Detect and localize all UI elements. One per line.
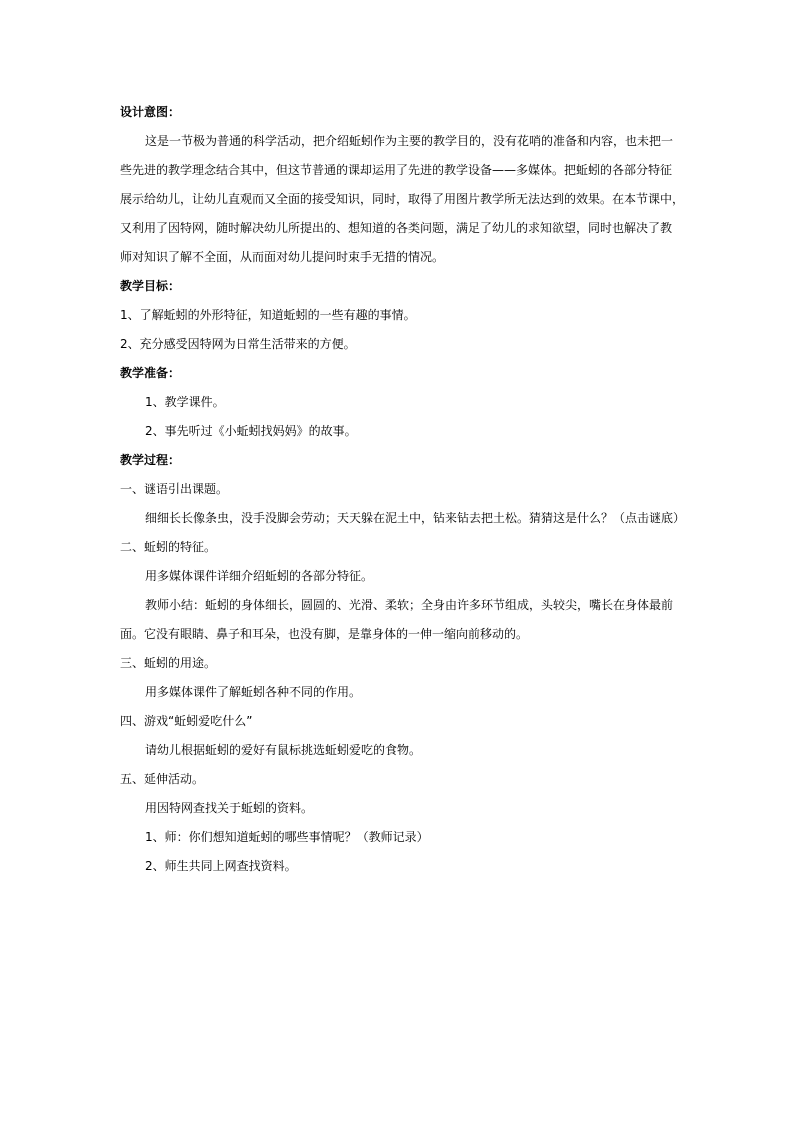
process-section-title: 五、延伸活动。 <box>120 772 205 786</box>
process-heading: 教学过程： <box>120 453 181 467</box>
process-section-text: 用因特网查找关于蚯蚓的资料。 <box>145 801 314 815</box>
design-intent-line: 展示给幼儿，让幼儿直观而又全面的接受知识，同时，取得了用图片教学所无法达到的效果。在本节课中， <box>120 192 685 206</box>
goals-heading: 教学目标： <box>120 279 181 293</box>
goal-item: 1、了解蚯蚓的外形特征，知道蚯蚓的一些有趣的事情。 <box>120 308 416 322</box>
process-section-text: 细细长长像条虫，没手没脚会劳动；天天躲在泥土中，钻来钻去把土松。猜猜这是什么？（点击谜底） <box>145 511 686 525</box>
process-section-text: 请幼儿根据蚯蚓的爱好有鼠标挑选蚯蚓爱吃的食物。 <box>145 743 422 757</box>
process-section-text: 教师小结：蚯蚓的身体细长，圆圆的、光滑、柔软；全身由许多环节组成，头较尖，嘴长在身体最前 <box>145 598 674 612</box>
process-section-text: 用多媒体课件了解蚯蚓各种不同的作用。 <box>145 685 362 699</box>
process-section-item: 2、师生共同上网查找资料。 <box>145 859 297 873</box>
preparation-item: 2、事先听过《小蚯蚓找妈妈》的故事。 <box>145 424 357 438</box>
process-section-text: 面。它没有眼睛、鼻子和耳朵，也没有脚，是靠身体的一伸一缩向前移动的。 <box>120 627 529 641</box>
design-intent-line: 些先进的教学理念结合其中，但这节普通的课却运用了先进的教学设备——多媒体。把蚯蚓的各部分特征 <box>120 163 673 177</box>
process-section-title: 一、谜语引出课题。 <box>120 482 229 496</box>
process-section-title: 二、蚯蚓的特征。 <box>120 540 217 554</box>
design-intent-line: 这是一节极为普通的科学活动，把介绍蚯蚓作为主要的教学目的，没有花哨的准备和内容，也未把一 <box>145 134 674 148</box>
process-section-title: 三、蚯蚓的用途。 <box>120 656 217 670</box>
design-intent-line: 又利用了因特网，随时解决幼儿所提出的、想知道的各类问题，满足了幼儿的求知欲望，同时也解决了教 <box>120 221 673 235</box>
design-intent-line: 师对知识了解不全面，从而面对幼儿提问时束手无措的情况。 <box>120 250 445 264</box>
process-section-title: 四、游戏“蚯蚓爱吃什么” <box>120 714 253 728</box>
design-intent-heading: 设计意图： <box>120 105 181 119</box>
preparation-item: 1、教学课件。 <box>145 395 225 409</box>
preparation-heading: 教学准备： <box>120 366 181 380</box>
process-section-item: 1、师：你们想知道蚯蚓的哪些事情呢？（教师记录） <box>145 830 429 844</box>
goal-item: 2、充分感受因特网为日常生活带来的方便。 <box>120 337 356 351</box>
process-section-text: 用多媒体课件详细介绍蚯蚓的各部分特征。 <box>145 569 374 583</box>
